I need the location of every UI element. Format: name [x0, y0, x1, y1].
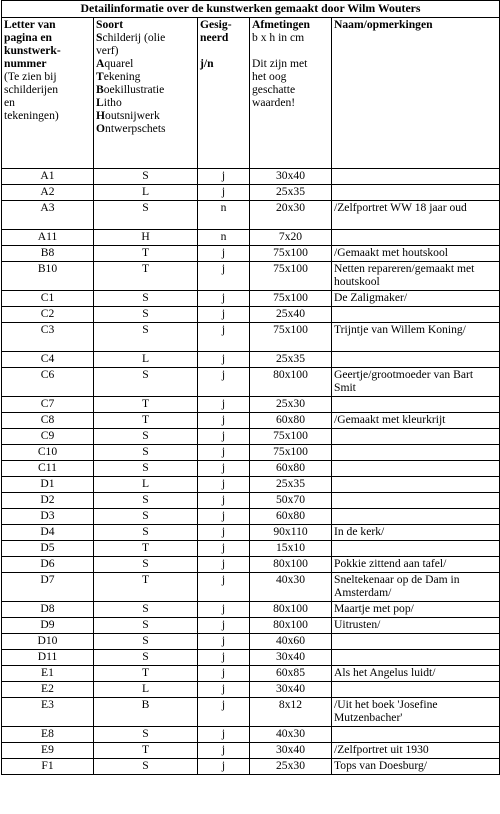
- cell-letter: C3: [2, 323, 94, 352]
- cell-letter: B10: [2, 262, 94, 291]
- cell-soort: H: [94, 230, 198, 246]
- cell-naam: Pokkie zittend aan tafel/: [332, 557, 500, 573]
- cell-gesigneerd: j: [198, 698, 250, 727]
- table-row: [2, 509, 500, 525]
- table-row: [2, 169, 500, 185]
- cell-naam: Tops van Doesburg/: [332, 759, 500, 775]
- cell-soort: S: [94, 509, 198, 525]
- cell-naam: [332, 185, 500, 201]
- cell-soort: S: [94, 650, 198, 666]
- cell-soort: S: [94, 525, 198, 541]
- table-row: [2, 618, 500, 634]
- cell-naam: [332, 477, 500, 493]
- cell-naam: [332, 230, 500, 246]
- cell-afmetingen: 75x100: [250, 323, 332, 352]
- cell-afmetingen: 30x40: [250, 743, 332, 759]
- table-row: [2, 262, 500, 291]
- cell-letter: C8: [2, 413, 94, 429]
- cell-soort: S: [94, 169, 198, 185]
- cell-soort: T: [94, 397, 198, 413]
- cell-letter: C9: [2, 429, 94, 445]
- cell-gesigneerd: j: [198, 445, 250, 461]
- cell-afmetingen: 30x40: [250, 169, 332, 185]
- cell-afmetingen: 80x100: [250, 618, 332, 634]
- cell-gesigneerd: j: [198, 368, 250, 397]
- table-row: [2, 727, 500, 743]
- cell-letter: D1: [2, 477, 94, 493]
- cell-soort: S: [94, 759, 198, 775]
- cell-soort: S: [94, 557, 198, 573]
- cell-soort: S: [94, 634, 198, 650]
- cell-letter: E2: [2, 682, 94, 698]
- cell-soort: T: [94, 246, 198, 262]
- cell-soort: S: [94, 291, 198, 307]
- cell-afmetingen: 25x30: [250, 759, 332, 775]
- cell-soort: T: [94, 666, 198, 682]
- cell-afmetingen: 7x20: [250, 230, 332, 246]
- cell-gesigneerd: j: [198, 557, 250, 573]
- header-afmetingen: Afmetingen b x h in cm Dit zijn met het oog geschatte waarden!: [250, 18, 332, 169]
- cell-naam: [332, 429, 500, 445]
- table-row: [2, 461, 500, 477]
- cell-gesigneerd: j: [198, 185, 250, 201]
- table-row: [2, 413, 500, 429]
- table-row: [2, 185, 500, 201]
- table-row: [2, 525, 500, 541]
- cell-afmetingen: 60x80: [250, 461, 332, 477]
- cell-letter: D6: [2, 557, 94, 573]
- cell-letter: D2: [2, 493, 94, 509]
- cell-soort: S: [94, 618, 198, 634]
- cell-soort: T: [94, 262, 198, 291]
- table-row: [2, 477, 500, 493]
- cell-gesigneerd: j: [198, 743, 250, 759]
- cell-gesigneerd: j: [198, 413, 250, 429]
- cell-gesigneerd: j: [198, 509, 250, 525]
- cell-gesigneerd: j: [198, 169, 250, 185]
- table-row: [2, 246, 500, 262]
- cell-afmetingen: 50x70: [250, 493, 332, 509]
- table-row: [2, 698, 500, 727]
- cell-afmetingen: 40x30: [250, 727, 332, 743]
- cell-soort: S: [94, 429, 198, 445]
- cell-gesigneerd: j: [198, 759, 250, 775]
- cell-naam: [332, 307, 500, 323]
- cell-gesigneerd: j: [198, 525, 250, 541]
- cell-letter: E9: [2, 743, 94, 759]
- cell-letter: D4: [2, 525, 94, 541]
- table-row: [2, 682, 500, 698]
- table-row: [2, 759, 500, 775]
- artworks-table: [1, 0, 500, 775]
- cell-letter: B8: [2, 246, 94, 262]
- cell-gesigneerd: j: [198, 493, 250, 509]
- cell-gesigneerd: n: [198, 201, 250, 230]
- cell-afmetingen: 25x35: [250, 185, 332, 201]
- cell-afmetingen: 40x60: [250, 634, 332, 650]
- cell-afmetingen: 25x35: [250, 477, 332, 493]
- cell-naam: /Uit het boek 'Josefine Mutzenbacher': [332, 698, 500, 727]
- cell-afmetingen: 75x100: [250, 429, 332, 445]
- table-row: [2, 650, 500, 666]
- cell-afmetingen: 75x100: [250, 246, 332, 262]
- cell-gesigneerd: j: [198, 246, 250, 262]
- table-row: [2, 201, 500, 230]
- cell-afmetingen: 25x35: [250, 352, 332, 368]
- cell-letter: C10: [2, 445, 94, 461]
- cell-gesigneerd: j: [198, 541, 250, 557]
- cell-gesigneerd: j: [198, 477, 250, 493]
- cell-gesigneerd: j: [198, 262, 250, 291]
- cell-letter: A3: [2, 201, 94, 230]
- cell-letter: E3: [2, 698, 94, 727]
- cell-naam: [332, 727, 500, 743]
- cell-letter: C11: [2, 461, 94, 477]
- cell-naam: [332, 634, 500, 650]
- cell-soort: T: [94, 413, 198, 429]
- cell-gesigneerd: j: [198, 352, 250, 368]
- table-row: [2, 397, 500, 413]
- table-row: [2, 634, 500, 650]
- table-row: [2, 557, 500, 573]
- cell-afmetingen: 60x80: [250, 509, 332, 525]
- table-row: [2, 352, 500, 368]
- cell-soort: S: [94, 493, 198, 509]
- table-row: [2, 493, 500, 509]
- cell-soort: L: [94, 682, 198, 698]
- cell-naam: Trijntje van Willem Koning/: [332, 323, 500, 352]
- cell-soort: S: [94, 368, 198, 397]
- cell-soort: T: [94, 573, 198, 602]
- cell-naam: /Zelfportret uit 1930: [332, 743, 500, 759]
- cell-letter: C7: [2, 397, 94, 413]
- cell-afmetingen: 80x100: [250, 602, 332, 618]
- cell-naam: [332, 397, 500, 413]
- cell-letter: E1: [2, 666, 94, 682]
- cell-letter: C4: [2, 352, 94, 368]
- cell-naam: Als het Angelus luidt/: [332, 666, 500, 682]
- cell-letter: A2: [2, 185, 94, 201]
- cell-soort: L: [94, 352, 198, 368]
- cell-afmetingen: 20x30: [250, 201, 332, 230]
- cell-afmetingen: 60x80: [250, 413, 332, 429]
- cell-afmetingen: 90x110: [250, 525, 332, 541]
- cell-letter: E8: [2, 727, 94, 743]
- cell-letter: A11: [2, 230, 94, 246]
- table-row: [2, 429, 500, 445]
- cell-naam: In de kerk/: [332, 525, 500, 541]
- cell-gesigneerd: j: [198, 573, 250, 602]
- cell-afmetingen: 60x85: [250, 666, 332, 682]
- cell-gesigneerd: j: [198, 666, 250, 682]
- cell-soort: S: [94, 602, 198, 618]
- cell-afmetingen: 25x40: [250, 307, 332, 323]
- header-row: [2, 18, 500, 169]
- table-row: [2, 666, 500, 682]
- cell-naam: Geertje/grootmoeder van Bart Smit: [332, 368, 500, 397]
- cell-gesigneerd: j: [198, 618, 250, 634]
- cell-naam: [332, 509, 500, 525]
- table-row: [2, 602, 500, 618]
- cell-gesigneerd: j: [198, 682, 250, 698]
- cell-gesigneerd: j: [198, 429, 250, 445]
- cell-afmetingen: 75x100: [250, 445, 332, 461]
- cell-naam: /Zelfportret WW 18 jaar oud: [332, 201, 500, 230]
- cell-naam: [332, 169, 500, 185]
- cell-afmetingen: 25x30: [250, 397, 332, 413]
- table-row: [2, 445, 500, 461]
- cell-letter: F1: [2, 759, 94, 775]
- cell-afmetingen: 80x100: [250, 368, 332, 397]
- cell-soort: B: [94, 698, 198, 727]
- cell-letter: C2: [2, 307, 94, 323]
- table-row: [2, 573, 500, 602]
- cell-gesigneerd: j: [198, 307, 250, 323]
- cell-soort: T: [94, 743, 198, 759]
- cell-naam: /Gemaakt met houtskool: [332, 246, 500, 262]
- cell-naam: /Gemaakt met kleurkrijt: [332, 413, 500, 429]
- cell-naam: Maartje met pop/: [332, 602, 500, 618]
- cell-soort: S: [94, 445, 198, 461]
- cell-afmetingen: 80x100: [250, 557, 332, 573]
- cell-afmetingen: 15x10: [250, 541, 332, 557]
- cell-soort: S: [94, 201, 198, 230]
- cell-gesigneerd: j: [198, 291, 250, 307]
- cell-soort: L: [94, 185, 198, 201]
- cell-gesigneerd: n: [198, 230, 250, 246]
- cell-soort: S: [94, 461, 198, 477]
- cell-letter: C1: [2, 291, 94, 307]
- cell-gesigneerd: j: [198, 602, 250, 618]
- header-letter: Letter van pagina en kunstwerk- nummer (Te zien bij schilderijen en tekeningen): [2, 18, 94, 169]
- header-gesigneerd: Gesig- neerd j/n: [198, 18, 250, 169]
- cell-letter: D8: [2, 602, 94, 618]
- table-title: Detailinformatie over de kunstwerken gemaakt door Wilm Wouters: [2, 1, 500, 18]
- cell-letter: C6: [2, 368, 94, 397]
- cell-naam: [332, 493, 500, 509]
- cell-afmetingen: 40x30: [250, 573, 332, 602]
- cell-naam: [332, 541, 500, 557]
- cell-afmetingen: 30x40: [250, 650, 332, 666]
- cell-soort: S: [94, 727, 198, 743]
- cell-naam: [332, 461, 500, 477]
- cell-soort: T: [94, 541, 198, 557]
- cell-letter: D5: [2, 541, 94, 557]
- cell-soort: S: [94, 323, 198, 352]
- cell-letter: D7: [2, 573, 94, 602]
- cell-gesigneerd: j: [198, 323, 250, 352]
- cell-soort: S: [94, 307, 198, 323]
- cell-naam: Uitrusten/: [332, 618, 500, 634]
- cell-gesigneerd: j: [198, 397, 250, 413]
- cell-naam: [332, 352, 500, 368]
- cell-afmetingen: 75x100: [250, 291, 332, 307]
- cell-gesigneerd: j: [198, 650, 250, 666]
- table-row: [2, 743, 500, 759]
- cell-afmetingen: 8x12: [250, 698, 332, 727]
- cell-afmetingen: 75x100: [250, 262, 332, 291]
- cell-naam: Netten repareren/gemaakt met houtskool: [332, 262, 500, 291]
- cell-gesigneerd: j: [198, 634, 250, 650]
- cell-naam: [332, 445, 500, 461]
- table-row: [2, 541, 500, 557]
- cell-naam: De Zaligmaker/: [332, 291, 500, 307]
- cell-letter: D10: [2, 634, 94, 650]
- cell-letter: D9: [2, 618, 94, 634]
- cell-naam: [332, 682, 500, 698]
- cell-naam: Sneltekenaar op de Dam in Amsterdam/: [332, 573, 500, 602]
- cell-naam: [332, 650, 500, 666]
- cell-soort: L: [94, 477, 198, 493]
- header-soort: Soort Schilderij (olie verf) Aquarel Tekening Boekillustratie Litho Houtsnijwerk Ontwerpschets: [94, 18, 198, 169]
- table-row: [2, 307, 500, 323]
- table-row: [2, 230, 500, 246]
- cell-letter: D3: [2, 509, 94, 525]
- cell-afmetingen: 30x40: [250, 682, 332, 698]
- cell-letter: A1: [2, 169, 94, 185]
- table-row: [2, 368, 500, 397]
- cell-letter: D11: [2, 650, 94, 666]
- cell-gesigneerd: j: [198, 727, 250, 743]
- table-body: [2, 169, 500, 775]
- header-naam: Naam/opmerkingen: [332, 18, 500, 169]
- table-row: [2, 291, 500, 307]
- cell-gesigneerd: j: [198, 461, 250, 477]
- table-row: [2, 323, 500, 352]
